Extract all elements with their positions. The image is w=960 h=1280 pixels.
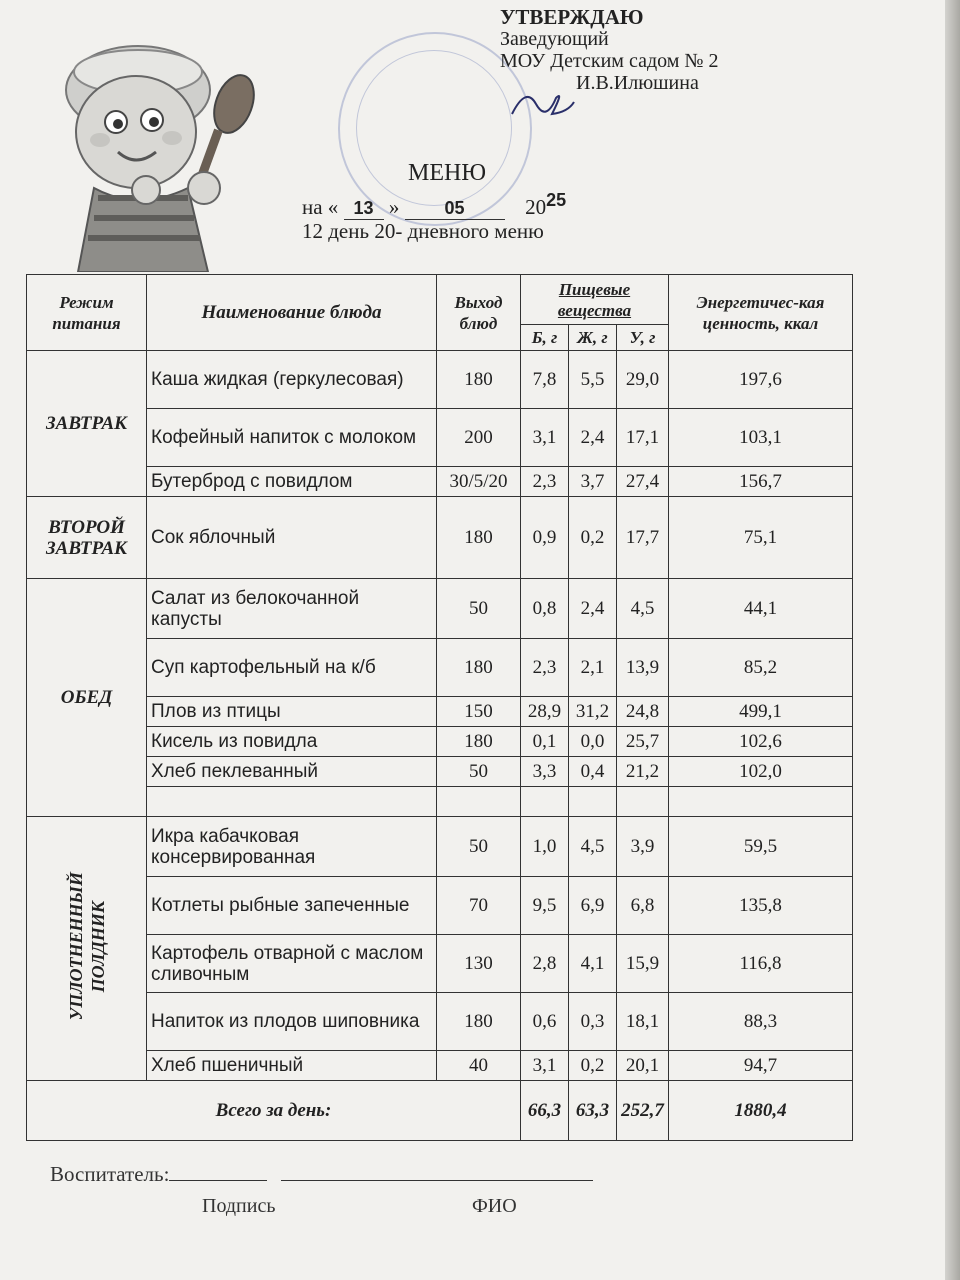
dish-yield: 30/5/20 bbox=[437, 467, 521, 497]
dish-yield: 180 bbox=[437, 351, 521, 409]
table-row bbox=[27, 817, 853, 877]
dish-kcal: 85,2 bbox=[669, 639, 853, 697]
dish-carbs: 20,1 bbox=[617, 1051, 669, 1081]
signature-line bbox=[169, 1180, 267, 1181]
approval-block bbox=[500, 6, 719, 94]
dish-name: Каша жидкая (геркулесовая) bbox=[147, 351, 437, 409]
dish-kcal: 156,7 bbox=[669, 467, 853, 497]
dish-fat: 0,4 bbox=[569, 757, 617, 787]
dish-fat: 5,5 bbox=[569, 351, 617, 409]
dish-name: Кофейный напиток с молоком bbox=[147, 409, 437, 467]
dish-fat: 2,4 bbox=[569, 579, 617, 639]
dish-fat: 31,2 bbox=[569, 697, 617, 727]
date-mid: » bbox=[388, 195, 400, 219]
dish-protein: 0,9 bbox=[521, 497, 569, 579]
dish-yield: 40 bbox=[437, 1051, 521, 1081]
dish-yield: 180 bbox=[437, 993, 521, 1051]
dish-kcal: 88,3 bbox=[669, 993, 853, 1051]
dish-fat: 6,9 bbox=[569, 877, 617, 935]
menu-table bbox=[26, 274, 853, 1141]
dish-name: Плов из птицы bbox=[147, 697, 437, 727]
dish-kcal: 59,5 bbox=[669, 817, 853, 877]
meal-second-breakfast bbox=[27, 497, 147, 579]
dish-protein: 1,0 bbox=[521, 817, 569, 877]
date-year-prefix: 20 bbox=[525, 195, 547, 219]
meal-second-breakfast-line2: ЗАВТРАК bbox=[45, 537, 128, 559]
dish-name: Хлеб пеклеванный bbox=[147, 757, 437, 787]
dish-fat: 0,2 bbox=[569, 497, 617, 579]
sheet-edge bbox=[945, 0, 960, 1280]
table-row bbox=[27, 935, 853, 993]
approval-position: Заведующий bbox=[500, 28, 609, 50]
dish-yield: 150 bbox=[437, 697, 521, 727]
col-protein: Б, г bbox=[521, 325, 569, 351]
dish-kcal: 135,8 bbox=[669, 877, 853, 935]
dish-carbs: 3,9 bbox=[617, 817, 669, 877]
meal-second-breakfast-line1: ВТОРОЙ bbox=[48, 516, 125, 538]
dish-fat: 0,3 bbox=[569, 993, 617, 1051]
dish-protein: 3,1 bbox=[521, 1051, 569, 1081]
total-label: Всего за день: bbox=[27, 1081, 521, 1141]
dish-protein: 0,1 bbox=[521, 727, 569, 757]
dish-yield: 50 bbox=[437, 817, 521, 877]
dish-protein: 2,3 bbox=[521, 639, 569, 697]
col-yield: Выход блюд bbox=[437, 275, 521, 351]
table-row bbox=[27, 579, 853, 639]
dish-protein: 7,8 bbox=[521, 351, 569, 409]
meal-snack-label bbox=[65, 872, 109, 1020]
signature-caption: Подпись bbox=[202, 1195, 276, 1217]
dish-name: Картофель отварной с маслом сливочным bbox=[147, 935, 437, 993]
table-row bbox=[27, 1051, 853, 1081]
dish-yield: 130 bbox=[437, 935, 521, 993]
table-row bbox=[27, 467, 853, 497]
dish-name: Суп картофельный на к/б bbox=[147, 639, 437, 697]
dish-kcal: 102,0 bbox=[669, 757, 853, 787]
dish-protein: 2,8 bbox=[521, 935, 569, 993]
total-fat: 63,3 bbox=[569, 1081, 617, 1141]
dish-carbs: 21,2 bbox=[617, 757, 669, 787]
approval-name: И.В.Илюшина bbox=[576, 72, 699, 94]
dish-yield: 180 bbox=[437, 497, 521, 579]
dish-protein: 9,5 bbox=[521, 877, 569, 935]
dish-kcal: 197,6 bbox=[669, 351, 853, 409]
table-row bbox=[27, 497, 853, 579]
dish-kcal: 103,1 bbox=[669, 409, 853, 467]
table-row-empty bbox=[27, 787, 853, 817]
table-row bbox=[27, 409, 853, 467]
col-dish: Наименование блюда bbox=[147, 275, 437, 351]
meal-breakfast: ЗАВТРАК bbox=[27, 351, 147, 497]
dish-carbs: 18,1 bbox=[617, 993, 669, 1051]
dish-yield: 70 bbox=[437, 877, 521, 935]
dish-carbs: 17,1 bbox=[617, 409, 669, 467]
dish-name: Котлеты рыбные запеченные bbox=[147, 877, 437, 935]
table-row bbox=[27, 697, 853, 727]
col-carbs: У, г bbox=[617, 325, 669, 351]
total-kcal: 1880,4 bbox=[669, 1081, 853, 1141]
dish-fat: 2,1 bbox=[569, 639, 617, 697]
fio-caption: ФИО bbox=[472, 1195, 517, 1217]
dish-kcal: 499,1 bbox=[669, 697, 853, 727]
dish-carbs: 27,4 bbox=[617, 467, 669, 497]
dish-protein: 3,3 bbox=[521, 757, 569, 787]
dish-name: Салат из белокочанной капусты bbox=[147, 579, 437, 639]
table-row bbox=[27, 757, 853, 787]
dish-kcal: 102,6 bbox=[669, 727, 853, 757]
meal-snack-line1: УПЛОТНЕННЫЙ bbox=[65, 871, 86, 1021]
total-carbs: 252,7 bbox=[617, 1081, 669, 1141]
dish-name: Сок яблочный bbox=[147, 497, 437, 579]
fio-line bbox=[281, 1180, 593, 1181]
dish-fat: 2,4 bbox=[569, 409, 617, 467]
table-row bbox=[27, 351, 853, 409]
meal-snack-line2: ПОЛДНИК bbox=[87, 900, 108, 992]
dish-yield: 50 bbox=[437, 579, 521, 639]
dish-yield: 180 bbox=[437, 639, 521, 697]
dish-kcal: 94,7 bbox=[669, 1051, 853, 1081]
approval-org: МОУ Детским садом № 2 bbox=[500, 50, 719, 72]
dish-carbs: 24,8 bbox=[617, 697, 669, 727]
menu-title: МЕНЮ bbox=[408, 160, 486, 186]
dish-name: Икра кабачковая консервированная bbox=[147, 817, 437, 877]
dish-kcal: 44,1 bbox=[669, 579, 853, 639]
dish-yield: 50 bbox=[437, 757, 521, 787]
dish-carbs: 25,7 bbox=[617, 727, 669, 757]
dish-name: Кисель из повидла bbox=[147, 727, 437, 757]
table-row bbox=[27, 727, 853, 757]
dish-fat: 0,2 bbox=[569, 1051, 617, 1081]
dish-carbs: 17,7 bbox=[617, 497, 669, 579]
dish-kcal: 75,1 bbox=[669, 497, 853, 579]
table-row bbox=[27, 877, 853, 935]
date-line bbox=[302, 190, 567, 220]
dish-carbs: 6,8 bbox=[617, 877, 669, 935]
col-meal: Режим питания bbox=[27, 275, 147, 351]
dish-carbs: 15,9 bbox=[617, 935, 669, 993]
dish-protein: 3,1 bbox=[521, 409, 569, 467]
dish-yield: 180 bbox=[437, 727, 521, 757]
date-year: 25 bbox=[546, 190, 567, 210]
date-day: 13 bbox=[344, 198, 384, 220]
signature-icon bbox=[508, 84, 578, 124]
dish-fat: 0,0 bbox=[569, 727, 617, 757]
table-row bbox=[27, 639, 853, 697]
dish-fat: 3,7 bbox=[569, 467, 617, 497]
dish-yield: 200 bbox=[437, 409, 521, 467]
dish-name: Напиток из плодов шиповника bbox=[147, 993, 437, 1051]
footer-educator bbox=[50, 1162, 593, 1187]
col-fat: Ж, г bbox=[569, 325, 617, 351]
date-prefix: на « bbox=[302, 195, 339, 219]
col-energy: Энергетичес-кая ценность, ккал bbox=[669, 275, 853, 351]
dish-name: Бутерброд с повидлом bbox=[147, 467, 437, 497]
dish-protein: 2,3 bbox=[521, 467, 569, 497]
dish-fat: 4,1 bbox=[569, 935, 617, 993]
menu-subtitle: 12 день 20- дневного меню bbox=[302, 219, 544, 243]
col-nutrients: Пищевые вещества bbox=[521, 275, 669, 325]
date-month: 05 bbox=[405, 198, 505, 220]
total-protein: 66,3 bbox=[521, 1081, 569, 1141]
dish-carbs: 29,0 bbox=[617, 351, 669, 409]
approval-title: УТВЕРЖДАЮ bbox=[500, 5, 644, 29]
dish-carbs: 4,5 bbox=[617, 579, 669, 639]
dish-protein: 0,8 bbox=[521, 579, 569, 639]
dish-name: Хлеб пшеничный bbox=[147, 1051, 437, 1081]
total-row bbox=[27, 1081, 853, 1141]
dish-fat: 4,5 bbox=[569, 817, 617, 877]
kid-with-spoon-illustration bbox=[38, 12, 278, 272]
dish-protein: 28,9 bbox=[521, 697, 569, 727]
dish-carbs: 13,9 bbox=[617, 639, 669, 697]
educator-label: Воспитатель: bbox=[50, 1162, 170, 1186]
meal-snack bbox=[27, 817, 147, 1081]
dish-kcal: 116,8 bbox=[669, 935, 853, 993]
dish-protein: 0,6 bbox=[521, 993, 569, 1051]
table-row bbox=[27, 993, 853, 1051]
meal-lunch: ОБЕД bbox=[27, 579, 147, 817]
